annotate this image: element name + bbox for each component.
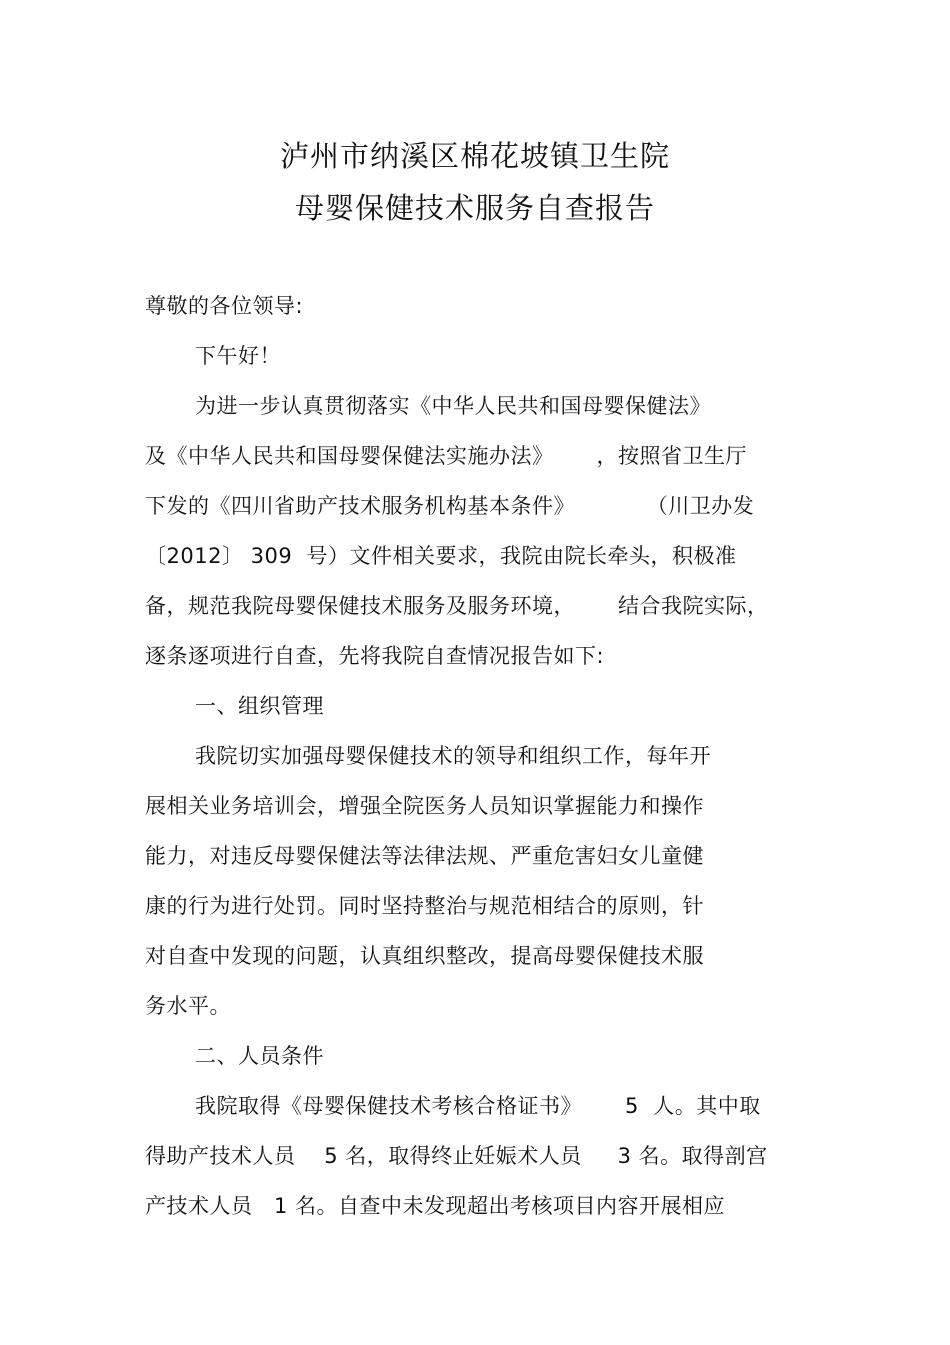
document-title-line-2: 母婴保健技术服务自查报告 bbox=[294, 191, 655, 225]
section-heading-personnel: 二、人员条件 bbox=[195, 1044, 324, 1068]
paragraph-line: 展相关业务培训会，增强全院医务人员知识掌握能力和操作 bbox=[145, 794, 704, 818]
salutation: 尊敬的各位领导: bbox=[145, 294, 304, 318]
paragraph-line: 务水平。 bbox=[145, 994, 231, 1018]
paragraph-line: 能力，对违反母婴保健法等法律法规、严重危害妇女儿童健 bbox=[145, 844, 704, 868]
paragraph-line: 产技术人员 1 名。自查中未发现超出考核项目内容开展相应 bbox=[145, 1194, 726, 1218]
paragraph-line: 我院切实加强母婴保健技术的领导和组织工作，每年开 bbox=[195, 744, 711, 768]
greeting: 下午好！ bbox=[195, 344, 281, 368]
paragraph-line: 我院取得《母婴保健技术考核合格证书》 5 人。其中取 bbox=[195, 1094, 761, 1118]
paragraph-line: 〔2012〕 309 号）文件相关要求，我院由院长牵头，积极准 bbox=[145, 544, 737, 568]
paragraph-line: 下发的《四川省助产技术服务机构基本条件》 （川卫办发 bbox=[145, 494, 755, 518]
document-title-line-1: 泸州市纳溪区棉花坡镇卫生院 bbox=[279, 139, 670, 173]
paragraph-line: 逐条逐项进行自查，先将我院自查情况报告如下: bbox=[145, 644, 605, 668]
section-heading-organization: 一、组织管理 bbox=[195, 694, 324, 718]
paragraph-line: 为进一步认真贯彻落实《中华人民共和国母婴保健法》 bbox=[195, 394, 711, 418]
paragraph-line: 及《中华人民共和国母婴保健法实施办法》 ，按照省卫生厅 bbox=[145, 444, 748, 468]
paragraph-line: 得助产技术人员 5 名，取得终止妊娠术人员 3 名。取得剖宫 bbox=[145, 1144, 768, 1168]
paragraph-line: 备，规范我院母婴保健技术服务及服务环境， 结合我院实际， bbox=[145, 594, 769, 618]
paragraph-line: 康的行为进行处罚。同时坚持整治与规范相结合的原则，针 bbox=[145, 894, 704, 918]
paragraph-line: 对自查中发现的问题，认真组织整改，提高母婴保健技术服 bbox=[145, 944, 704, 968]
